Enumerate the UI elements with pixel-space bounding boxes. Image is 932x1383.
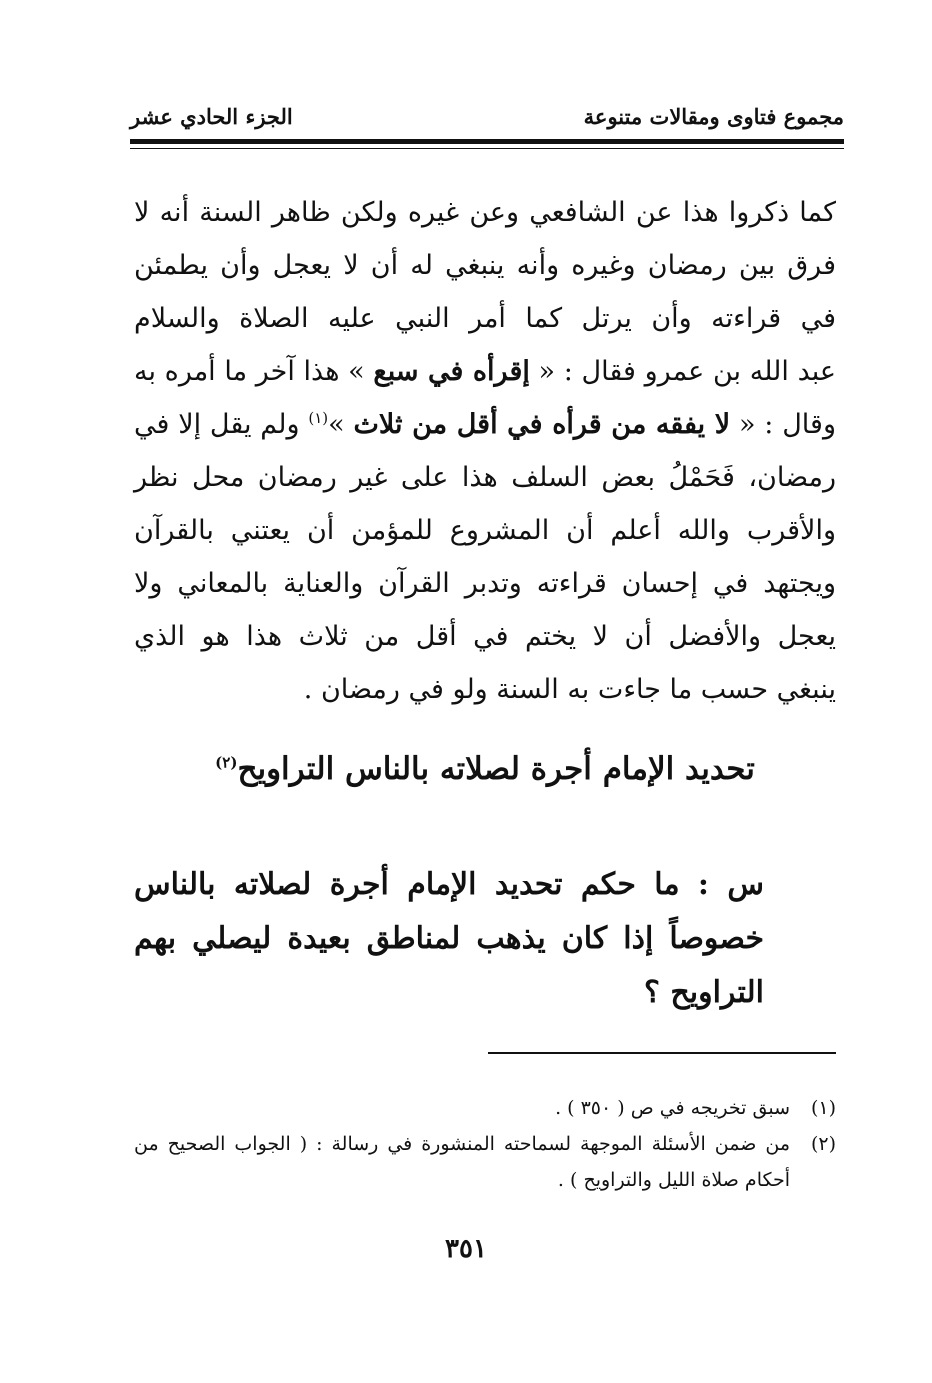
question-line: التراويح ؟ xyxy=(644,975,764,1010)
text-line: وقال : « لا يفقه من قرأه في أقل من ثلاث »$^{(١)}$ ولم يقل إلا في xyxy=(134,409,836,440)
footnote-number: (٢) xyxy=(810,1133,836,1155)
volume-label: الجزء الحادي عشر xyxy=(130,104,293,129)
text-line: يعجل والأفضل أن لا يختم في أقل من ثلاث هذا هو الذي xyxy=(134,621,836,652)
question-line: خصوصاً إذا كان يذهب لمناطق بعيدة ليصلي بهم xyxy=(134,921,764,956)
footnotes xyxy=(134,1090,836,1198)
body-text xyxy=(134,186,836,716)
question-line: س : ما حكم تحديد الإمام أجرة لصلاته بالناس xyxy=(134,867,764,902)
text-line: كما ذكروا هذا عن الشافعي وعن غيره ولكن ظاهر السنة أنه لا xyxy=(134,197,836,228)
section-heading: تحديد الإمام أجرة لصلاته بالناس التراويح$^{(٢)}$ xyxy=(215,751,755,787)
footnote-text: سبق تخريجه في ص ( ٣٥٠ ) . xyxy=(555,1097,790,1119)
footnote-number: (١) xyxy=(810,1097,836,1119)
text-line: في قراءته وأن يرتل كما أمر النبي عليه الصلاة والسلام xyxy=(134,303,836,334)
footnote-separator xyxy=(488,1052,836,1054)
footnote-ref: (١) xyxy=(308,409,329,427)
header-rule-thin xyxy=(130,148,844,149)
text-line: ينبغي حسب ما جاءت به السنة ولو في رمضان . xyxy=(303,674,836,705)
text-line: رمضان، فَحَمْلُ بعض السلف هذا على غير رمضان محل نظر xyxy=(134,462,836,493)
header-rule-thick xyxy=(130,139,844,144)
footnote-ref: (٢) xyxy=(215,753,238,772)
text-line: ويجتهد في إحسان قراءته وتدبر القرآن والعناية بالمعاني ولا xyxy=(134,568,836,599)
text-line: فرق بين رمضان وغيره وأنه ينبغي له أن لا يعجل وأن يطمئن xyxy=(134,250,836,281)
footnote xyxy=(134,1126,836,1198)
book-title: مجموع فتاوى ومقالات متنوعة xyxy=(583,104,844,129)
page-number: ٣٥١ xyxy=(445,1234,487,1264)
hadith-quote: لا يفقه من قرأه في أقل من ثلاث xyxy=(353,409,731,440)
running-header xyxy=(130,104,844,136)
hadith-quote: إقرأه في سبع xyxy=(373,356,530,387)
question-block xyxy=(134,858,764,1020)
text-line: عبد الله بن عمرو فقال : « إقرأه في سبع » هذا آخر ما أمره به xyxy=(134,356,836,387)
footnote xyxy=(134,1090,836,1126)
footnote-text: من ضمن الأسئلة الموجهة لسماحته المنشورة في رسالة : ( الجواب الصحيح من أحكام صلاة الليل والتراويح ) . xyxy=(134,1133,790,1191)
text-line: والأقرب والله أعلم أن المشروع للمؤمن أن يعتني بالقرآن xyxy=(134,515,836,546)
